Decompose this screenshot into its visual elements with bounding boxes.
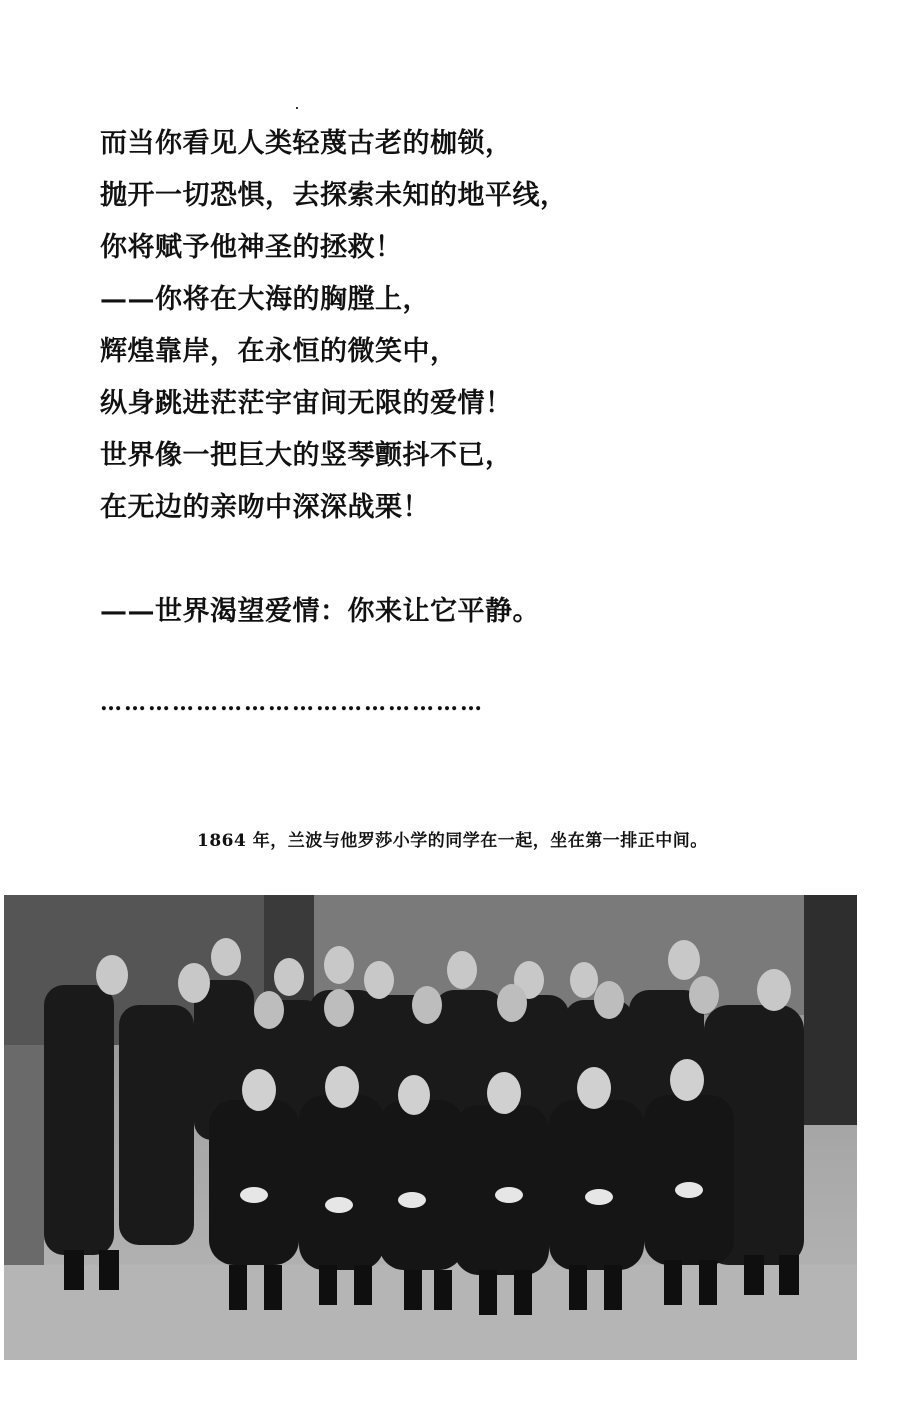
poem-line-7: 世界像一把巨大的竖琴颤抖不已， [100, 440, 513, 471]
poem-block [100, 118, 820, 638]
stanza-gap [100, 534, 820, 586]
poem-line-6: 纵身跳进茫茫宇宙间无限的爱情！ [100, 388, 513, 419]
poem-closing-line: ——世界渴望爱情：你来让它平静。 [100, 596, 540, 627]
poem-line-4: ——你将在大海的胸膛上， [100, 284, 430, 315]
poem-line-3: 你将赋予他神圣的拯救！ [100, 232, 403, 263]
poem-line-2: 抛开一切恐惧，去探索未知的地平线， [100, 180, 568, 211]
poem-line-8: 在无边的亲吻中深深战栗！ [100, 492, 430, 523]
photo-caption: 1864 年，兰波与他罗莎小学的同学在一起，坐在第一排正中间。 [197, 831, 708, 851]
ellipsis-separator: ………………………………………… [100, 690, 484, 716]
poem-line-5: 辉煌靠岸，在永恒的微笑中， [100, 336, 458, 367]
print-speck [296, 107, 298, 109]
poem-line-1: 而当你看见人类轻蔑古老的枷锁， [100, 128, 513, 159]
class-group-photo [4, 895, 857, 1360]
group-photo-image [4, 895, 857, 1360]
